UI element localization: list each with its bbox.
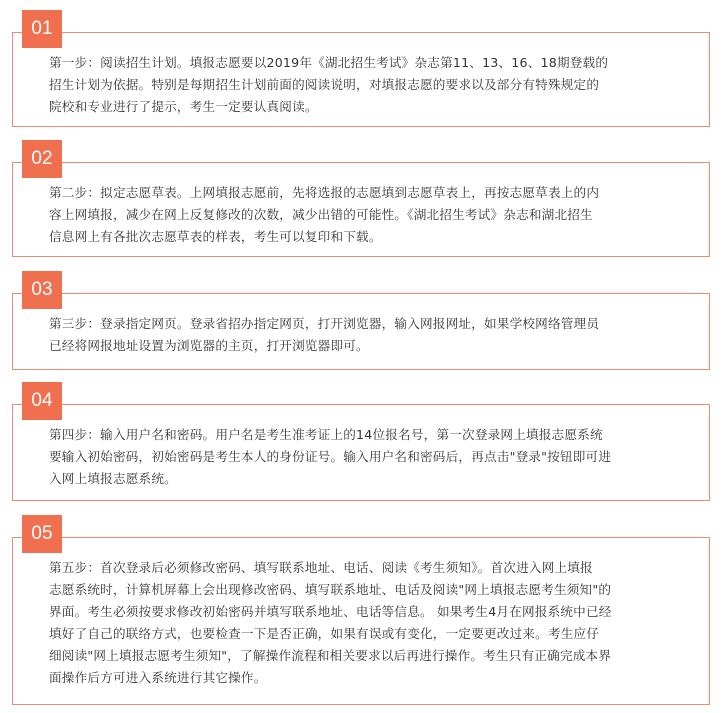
step-text [49, 424, 697, 490]
step-text-box [12, 537, 710, 705]
step-text [49, 52, 697, 118]
step-text-box [12, 162, 710, 257]
step-text-line: 信息网上有各批次志愿草表的样表，考生可以复印和下载。 [49, 229, 382, 244]
step-text-line: 界面。考生必须按要求修改初始密码并填写联系地址、电话等信息。 如果考生4月在网报系统中已经 [49, 604, 612, 619]
step-text-line: 志愿系统时，计算机屏幕上会出现修改密码、填写联系地址、电话及阅读"网上填报志愿考生须知"的 [49, 582, 612, 597]
step-number-badge: 03 [22, 271, 62, 309]
step-text-box [12, 293, 710, 370]
step-text-line: 容上网填报，减少在网上反复修改的次数，减少出错的可能性。《湖北招生考试》杂志和湖北招生 [49, 207, 593, 222]
step-text-line: 第二步：拟定志愿草表。上网填报志愿前，先将选报的志愿填到志愿草表上，再按志愿草表上的内 [49, 185, 600, 200]
step-text-line: 要输入初始密码，初始密码是考生本人的身份证号。输入用户名和密码后，再点击"登录"按钮即可进 [49, 449, 612, 464]
step-text [49, 557, 697, 689]
step-text-line: 面操作后方可进入系统进行其它操作。 [49, 670, 267, 685]
step-text [49, 313, 697, 357]
step-text-line: 第四步：输入用户名和密码。用户名是考生准考证上的14位报名号，第一次登录网上填报志愿系统 [49, 427, 603, 442]
step-text-line: 细阅读"网上填报志愿考生须知"，了解操作流程和相关要求以后再进行操作。考生只有正确完成本界 [49, 648, 612, 663]
step-number-badge: 02 [22, 140, 62, 178]
step-number-badge: 01 [22, 10, 62, 48]
step-text-line: 招生计划为依据。特别是每期招生计划前面的阅读说明，对填报志愿的要求以及部分有特殊规定的 [49, 77, 600, 92]
step-02 [12, 140, 714, 257]
step-text-line: 已经将网报地址设置为浏览器的主页，打开浏览器即可。 [49, 338, 369, 353]
step-04 [12, 382, 714, 502]
step-01 [12, 10, 714, 127]
step-text-line: 第三步：登录指定网页。登录省招办指定网页，打开浏览器，输入网报网址，如果学校网络管理员 [49, 316, 600, 331]
step-text-line: 入网上填报志愿系统。 [49, 471, 177, 486]
step-text-line: 第一步：阅读招生计划。填报志愿要以2019年《湖北招生考试》杂志第11、13、16、18期登载的 [49, 55, 609, 70]
step-03 [12, 271, 714, 371]
step-text-box [12, 32, 710, 127]
step-text-box [12, 404, 710, 501]
step-number-badge: 04 [22, 382, 62, 420]
step-05 [12, 515, 714, 705]
step-text [49, 182, 697, 248]
step-number-badge: 05 [22, 515, 62, 553]
step-text-line: 第五步：首次登录后必须修改密码、填写联系地址、电话、阅读《考生须知》。首次进入网上填报 [49, 560, 593, 575]
step-text-line: 填好了自己的联络方式，也要检查一下是否正确，如果有误或有变化，一定要更改过来。考生应仔 [49, 626, 600, 641]
step-text-line: 院校和专业进行了提示，考生一定要认真阅读。 [49, 99, 318, 114]
